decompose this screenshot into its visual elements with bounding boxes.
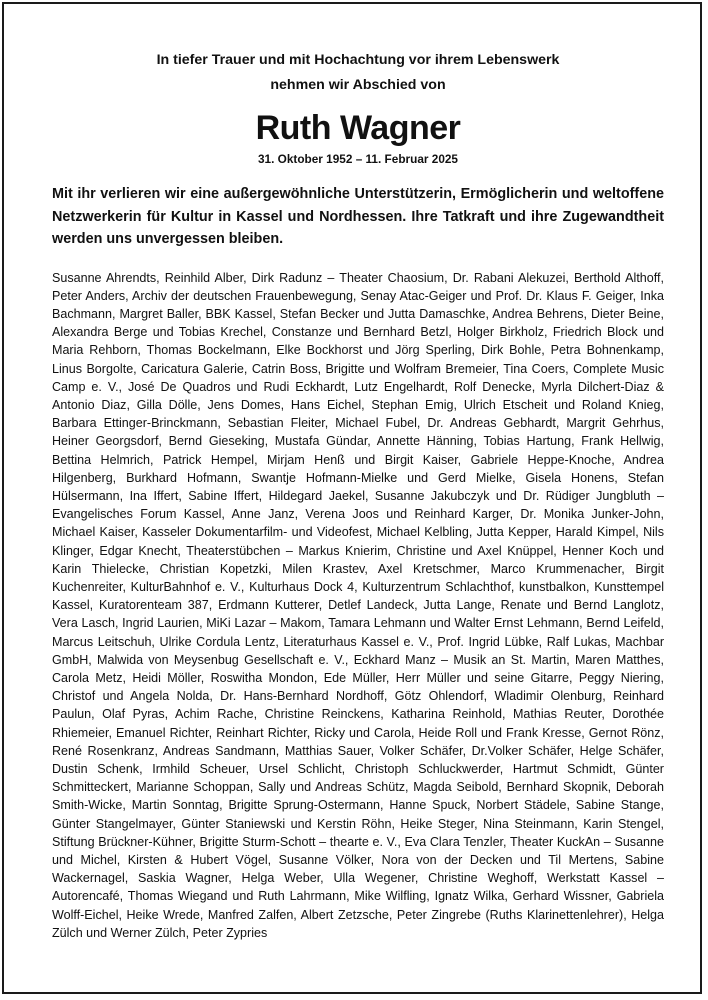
deceased-name: Ruth Wagner [255,109,461,147]
obituary-content [52,48,664,942]
life-dates: 31. Oktober 1952 – 11. Februar 2025 [257,152,458,166]
intro-line-1: In tiefer Trauer und mit Hochachtung vor ihrem Lebenswerk [156,52,560,68]
intro-line-2: nehmen wir Abschied von [270,77,446,93]
obituary-border [2,2,702,994]
intro-text [52,48,664,98]
tribute-text: Mit ihr verlieren wir eine außergewöhnliche Unterstützerin, Ermöglicherin und weltoffene Netzwerkerin für Kultur in Kassel und Nordhessen. Ihre Tatkraft und ihre Zugewandtheit werden uns unvergessen bleiben. [52,186,664,247]
mourners-list: Susanne Ahrendts, Reinhild Alber, Dirk Radunz – Theater Chaosium, Dr. Rabani Alekuzei, Berthold Althoff, Peter Anders, Archiv der deutschen Frauenbewegung, Senay Atac-Geiger und Prof. Dr. Klaus F. Geiger, Inka Bachmann, Margret Baller, BBK Kassel, Stefan Becker und Jutta Damaschke, Andrea Behrens, Dieter Beine, Alexandra Berge und Tobias Krechel, Constanze und Bernhard Betzl, Holger Birkholz, Friedrich Block und Maria Rehborn, Thomas Bockelmann, Elke Bockhorst und Jörg Sperling, Dirk Bohle, Petra Bohnenkamp, Linus Borgolte, Caricatura Galerie, Catrin Boss, Brigitte und Wolfram Bremeier, Tina Coers, Complete Music Camp e. V., José De Quadros und Rudi Eckhardt, Lutz Engelhardt, Rolf Denecke, Myrla Dilchert-Diaz & Antonio Diaz, Gilla Dölle, Jens Domes, Hans Eichel, Stephan Emig, Ulrich Etscheit und Roland Knieg, Barbara Ettinger-Brinckmann, Sebastian Fleiter, Michael Fubel, Dr. Andreas Gebhardt, Margrit Gehrhus, Heiner Georgsdorf, Bernd Gieseking, Mustafa Gündar, Annette Hänning, Tobias Hartung, Frank Hellwig, Bettina Helmrich, Patrick Hempel, Mirjam Henß und Birgit Kaiser, Gabriele Heppe-Knoche, Andrea Hilgenberg, Burkhard Hofmann, Swantje Hofmann-Mielke und Gerd Mielke, Gisela Honens, Stefan Hülsermann, Ina Iffert, Sabine Iffert, Hildegard Jaekel, Susanne Jakubczyk und Dr. Rüdiger Jungbluth – Evangelisches Forum Kassel, Anne Janz, Verena Joos und Reinhard Karger, Dr. Monika Junker-John, Michael Kaiser, Kasseler Dokumentarfilm- und Videofest, Michael Kelbling, Jutta Kepper, Harald Kimpel, Nils Klinger, Edgar Knecht, Theaterstübchen – Markus Knierim, Christine und Axel Knüppel, Henner Koch und Karin Thielecke, Christian Kopetzki, Milen Krastev, Axel Kretschmer, Marco Krummenacher, Birgit Kuchenreiter, KulturBahnhof e. V., Kulturhaus Dock 4, Kulturzentrum Schlachthof, kunstbalkon, Kunsttempel Kassel, Kuratorenteam 387, Erdmann Kutterer, Detlef Landeck, Jutta Lange, Renate und Bernd Langlotz, Vera Lasch, Ingrid Laurien, MiKi Lazar – Makom, Tamara Lehmann und Walter Ernst Lehmann, Bernd Leifeld, Marcus Leitschuh, Ulrike Cordula Lentz, Literaturhaus Kassel e. V., Prof. Ingrid Lübke, Ralf Lukas, Machbar GmbH, Malwida von Meysenbug Gesellschaft e. V., Eckhard Manz – Musik an St. Martin, Maren Matthes, Carola Metz, Heidi Möller, Roswitha Mondon, Ede Müller, Herr Müller und seine Gitarre, Peggy Niering, Christof und Angela Nolda, Dr. Hans-Bernhard Nordhoff, Götz Ohlendorf, Wladimir Olenburg, Reinhard Paulun, Olaf Pyras, Achim Rache, Christine Reinckens, Katharina Reinhold, Mathias Reuter, Dorothée Rhiemeier, Emanuel Richter, Reinhart Richter, Ricky und Carola, Heide Roll und Frank Kresse, Gernot Rönz, René Rosenkranz, Andreas Sandmann, Matthias Sauer, Volker Schäfer, Dr.Volker Schäfer, Helge Schäfer, Dustin Schenk, Irmhild Scheuer, Ursel Schlicht, Christoph Schluckwerder, Hartmut Schmidt, Günter Schmitteckert, Marianne Schoppan, Sally und Andreas Schütz, Magda Seibold, Bernhard Skopnik, Deborah Smith-Wicke, Martin Sonntag, Brigitte Sprung-Ostermann, Hanne Spuck, Norbert Städele, Sabine Stange, Günter Stangelmayer, Günter Staniewski und Kerstin Röhn, Heike Steger, Nina Steinmann, Karin Stengel, Stiftung Brückner-Kühner, Brigitte Sturm-Schott – thearte e. V., Eva Clara Tenzler, Theater KuckAn – Susanne und Michel, Kirsten & Hubert Vögel, Susanne Völker, Nora von der Decken und Til Mertens, Sabine Wackernagel, Saskia Wagner, Helga Weber, Ulla Wegener, Christine Weghoff, Werkstatt Kassel – Autorencafé, Thomas Wiegand und Ruth Lahrmann, Mike Wilfling, Ignatz Wilka, Gerhard Wissner, Gabriela Wolff-Eichel, Heike Wrede, Manfred Zalfen, Albert Zetzsche, Peter Zingrebe (Ruths Klarinettenlehrer), Helga Zülch und Werner Zülch, Peter Zypries [52,270,664,940]
